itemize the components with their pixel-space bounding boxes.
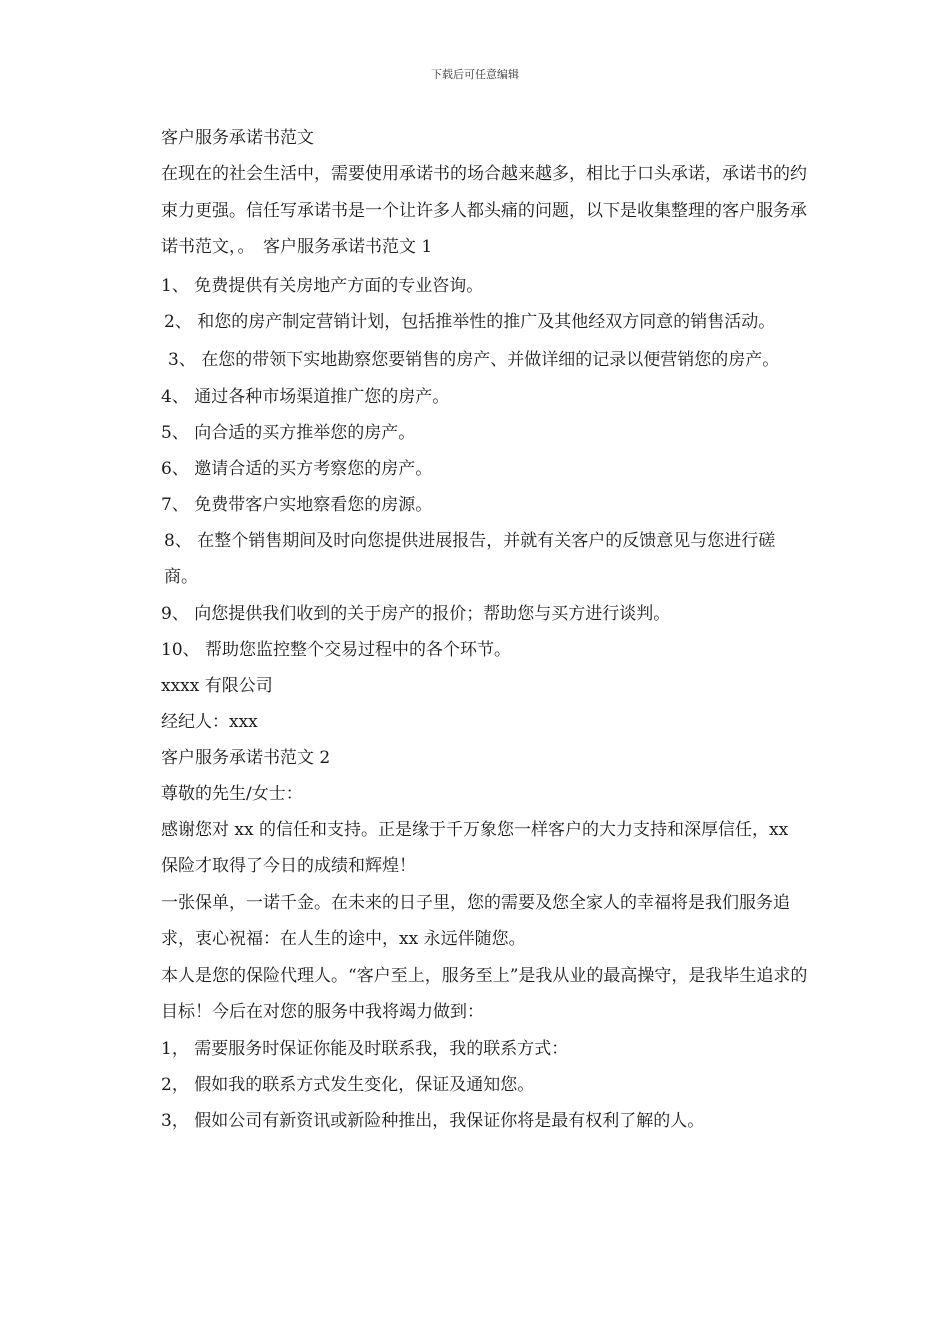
salutation: 尊敬的先生/女士：	[161, 783, 303, 804]
document-body	[144, 120, 808, 1139]
intro-paragraph: 在现在的社会生活中，需要使用承诺书的场合越来越多，相比于口头承诺，承诺书的约束力更强。信任写承诺书是一个让许多人都头痛的问题，以下是收集整理的客户服务承诺书范文，。 客户服务承诺书范文 1	[161, 164, 807, 257]
section-title: 客户服务承诺书范文 2	[161, 747, 331, 768]
company-name: xxxx 有限公司	[161, 675, 273, 696]
list-item: 3、 在您的带领下实地勘察您要销售的房产、并做详细的记录以便营销您的房产。	[168, 350, 780, 370]
list-item: 5、 向合适的买方推举您的房产。	[161, 422, 416, 443]
list-item: 8、 在整个销售期间及时向您提供进展报告，并就有关客户的反馈意见与您进行磋商。	[164, 530, 776, 587]
paragraph: 本人是您的保险代理人。“客户至上，服务至上”是我从业的最高操守，是我毕生追求的目标！今后在对您的服务中我将竭力做到：	[161, 965, 808, 1022]
paragraph: 感谢您对 xx 的信任和支持。正是缘于千万象您一样客户的大力支持和深厚信任，xx 保险才取得了今日的成绩和辉煌！	[161, 819, 789, 876]
agent-line: 经纪人：xxx	[161, 711, 258, 732]
doc-title: 客户服务承诺书范文	[161, 128, 314, 148]
list-item: 1， 需要服务时保证你能及时联系我，我的联系方式：	[161, 1038, 569, 1059]
list-item: 10、 帮助您监控整个交易过程中的各个环节。	[161, 639, 512, 660]
list-item: 2、 和您的房产制定营销计划，包括推举性的推广及其他经双方同意的销售活动。	[164, 311, 776, 332]
list-item: 7、 免费带客户实地察看您的房源。	[161, 494, 433, 515]
page-header: 下载后可任意编辑	[431, 68, 519, 81]
list-item: 2， 假如我的联系方式发生变化，保证及通知您。	[161, 1074, 535, 1095]
list-item: 3， 假如公司有新资讯或新险种推出，我保证你将是最有权利了解的人。	[161, 1110, 705, 1131]
list-item: 1、 免费提供有关房地产方面的专业咨询。	[161, 275, 484, 296]
list-item: 9、 向您提供我们收到的关于房产的报价；帮助您与买方进行谈判。	[161, 603, 671, 624]
list-item: 6、 邀请合适的买方考察您的房产。	[161, 458, 433, 479]
list-item: 4、 通过各种市场渠道推广您的房产。	[161, 386, 450, 407]
paragraph: 一张保单，一诺千金。在未来的日子里，您的需要及您全家人的幸福将是我们服务追求，衷心祝福：在人生的途中，xx 永远伴随您。	[161, 892, 790, 949]
